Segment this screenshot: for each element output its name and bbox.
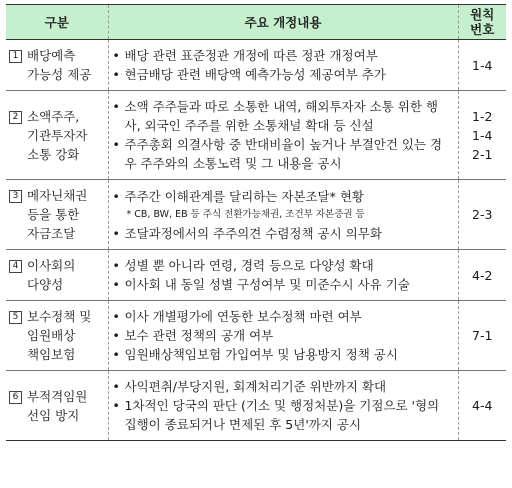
principle-number: 1-2 1-4 2-1	[458, 91, 506, 180]
table-row	[6, 301, 506, 371]
table-row	[6, 250, 506, 301]
category-cell	[6, 371, 108, 441]
list-item: • 배당 관련 표준정관 개정에 따른 정관 개정여부	[112, 48, 378, 63]
table-row	[6, 180, 506, 250]
category-label: 이사회의 다양성	[27, 258, 76, 292]
category-label: 보수정책 및 임원배상 책임보험	[27, 309, 92, 362]
table-row	[6, 91, 506, 180]
table-row	[6, 40, 506, 91]
content-cell	[108, 91, 458, 180]
content-cell	[108, 371, 458, 441]
list-item: • 주주간 이해관계를 달리하는 자본조달* 현황	[112, 188, 364, 204]
list-item: • 성별 뿐 아니라 연령, 경력 등으로 다양성 확대	[112, 258, 374, 273]
principle-number: 2-3	[458, 180, 506, 250]
category-label: 배당예측 가능성 제공	[27, 48, 92, 82]
content-cell	[108, 250, 458, 301]
list-item: • 임원배상책임보험 가입여부 및 남용방지 정책 공시	[112, 347, 398, 362]
table-row	[6, 371, 506, 441]
category-label: 메자닌채권 등을 통한 자금조달	[27, 188, 88, 241]
list-item: • 현금배당 관련 배당액 예측가능성 제공여부 추가	[112, 67, 386, 82]
list-item: • 소액 주주들과 따로 소통한 내역, 해외투자자 소통 위한 행사, 외국인 주주를 위한 소통채널 확대 등 신설	[112, 99, 438, 133]
content-cell	[108, 301, 458, 371]
row-number-box: 6	[9, 391, 22, 404]
category-cell	[6, 250, 108, 301]
principle-number: 7-1	[458, 301, 506, 371]
row-number-box: 2	[9, 111, 22, 124]
principle-number: 4-2	[458, 250, 506, 301]
footnote: * CB, BW, EB 등 주식 전환가능채권, 조건부 자본증권 등	[126, 208, 365, 220]
row-number-box: 4	[9, 260, 22, 273]
list-item: • 사익편취/부당지원, 회계처리기준 위반까지 확대	[112, 379, 387, 394]
list-item: • 조달과정에서의 주주의견 수렴정책 공시 의무화	[112, 225, 382, 241]
list-item: • 보수 관련 정책의 공개 여부	[112, 328, 274, 343]
category-cell	[6, 91, 108, 180]
reform-table	[6, 4, 506, 441]
principle-number: 4-4	[458, 371, 506, 441]
list-item: • 이사 개별평가에 연동한 보수정책 마련 여부	[112, 309, 362, 324]
list-item: • 주주총회 의결사항 중 반대비율이 높거나 부결안건 있는 경우 주주와의 소통노력 및 그 내용을 공시	[112, 137, 443, 171]
content-cell	[108, 180, 458, 250]
reform-table-wrapper	[6, 4, 506, 441]
category-label: 소액주주, 기관투자자 소통 강화	[27, 108, 88, 162]
category-cell	[6, 180, 108, 250]
category-cell	[6, 301, 108, 371]
header-content: 주요 개정내용	[108, 5, 458, 40]
row-number-box: 1	[9, 50, 22, 63]
row-number-box: 5	[9, 311, 22, 324]
list-item: • 1차적인 당국의 판단 (기소 및 행정처분)을 기점으로 '형의 집행이 종료되거나 면제된 후 5년'까지 공시	[112, 398, 440, 432]
header-row	[6, 5, 506, 40]
row-number-box: 3	[9, 190, 22, 203]
category-label: 부적격임원 선임 방지	[27, 388, 88, 423]
header-principle-number: 원칙 번호	[458, 5, 506, 40]
principle-number: 1-4	[458, 40, 506, 91]
content-cell	[108, 40, 458, 91]
header-category: 구분	[6, 5, 108, 40]
category-cell	[6, 40, 108, 91]
list-item: • 이사회 내 동일 성별 구성여부 및 미준수시 사유 기술	[112, 277, 410, 292]
